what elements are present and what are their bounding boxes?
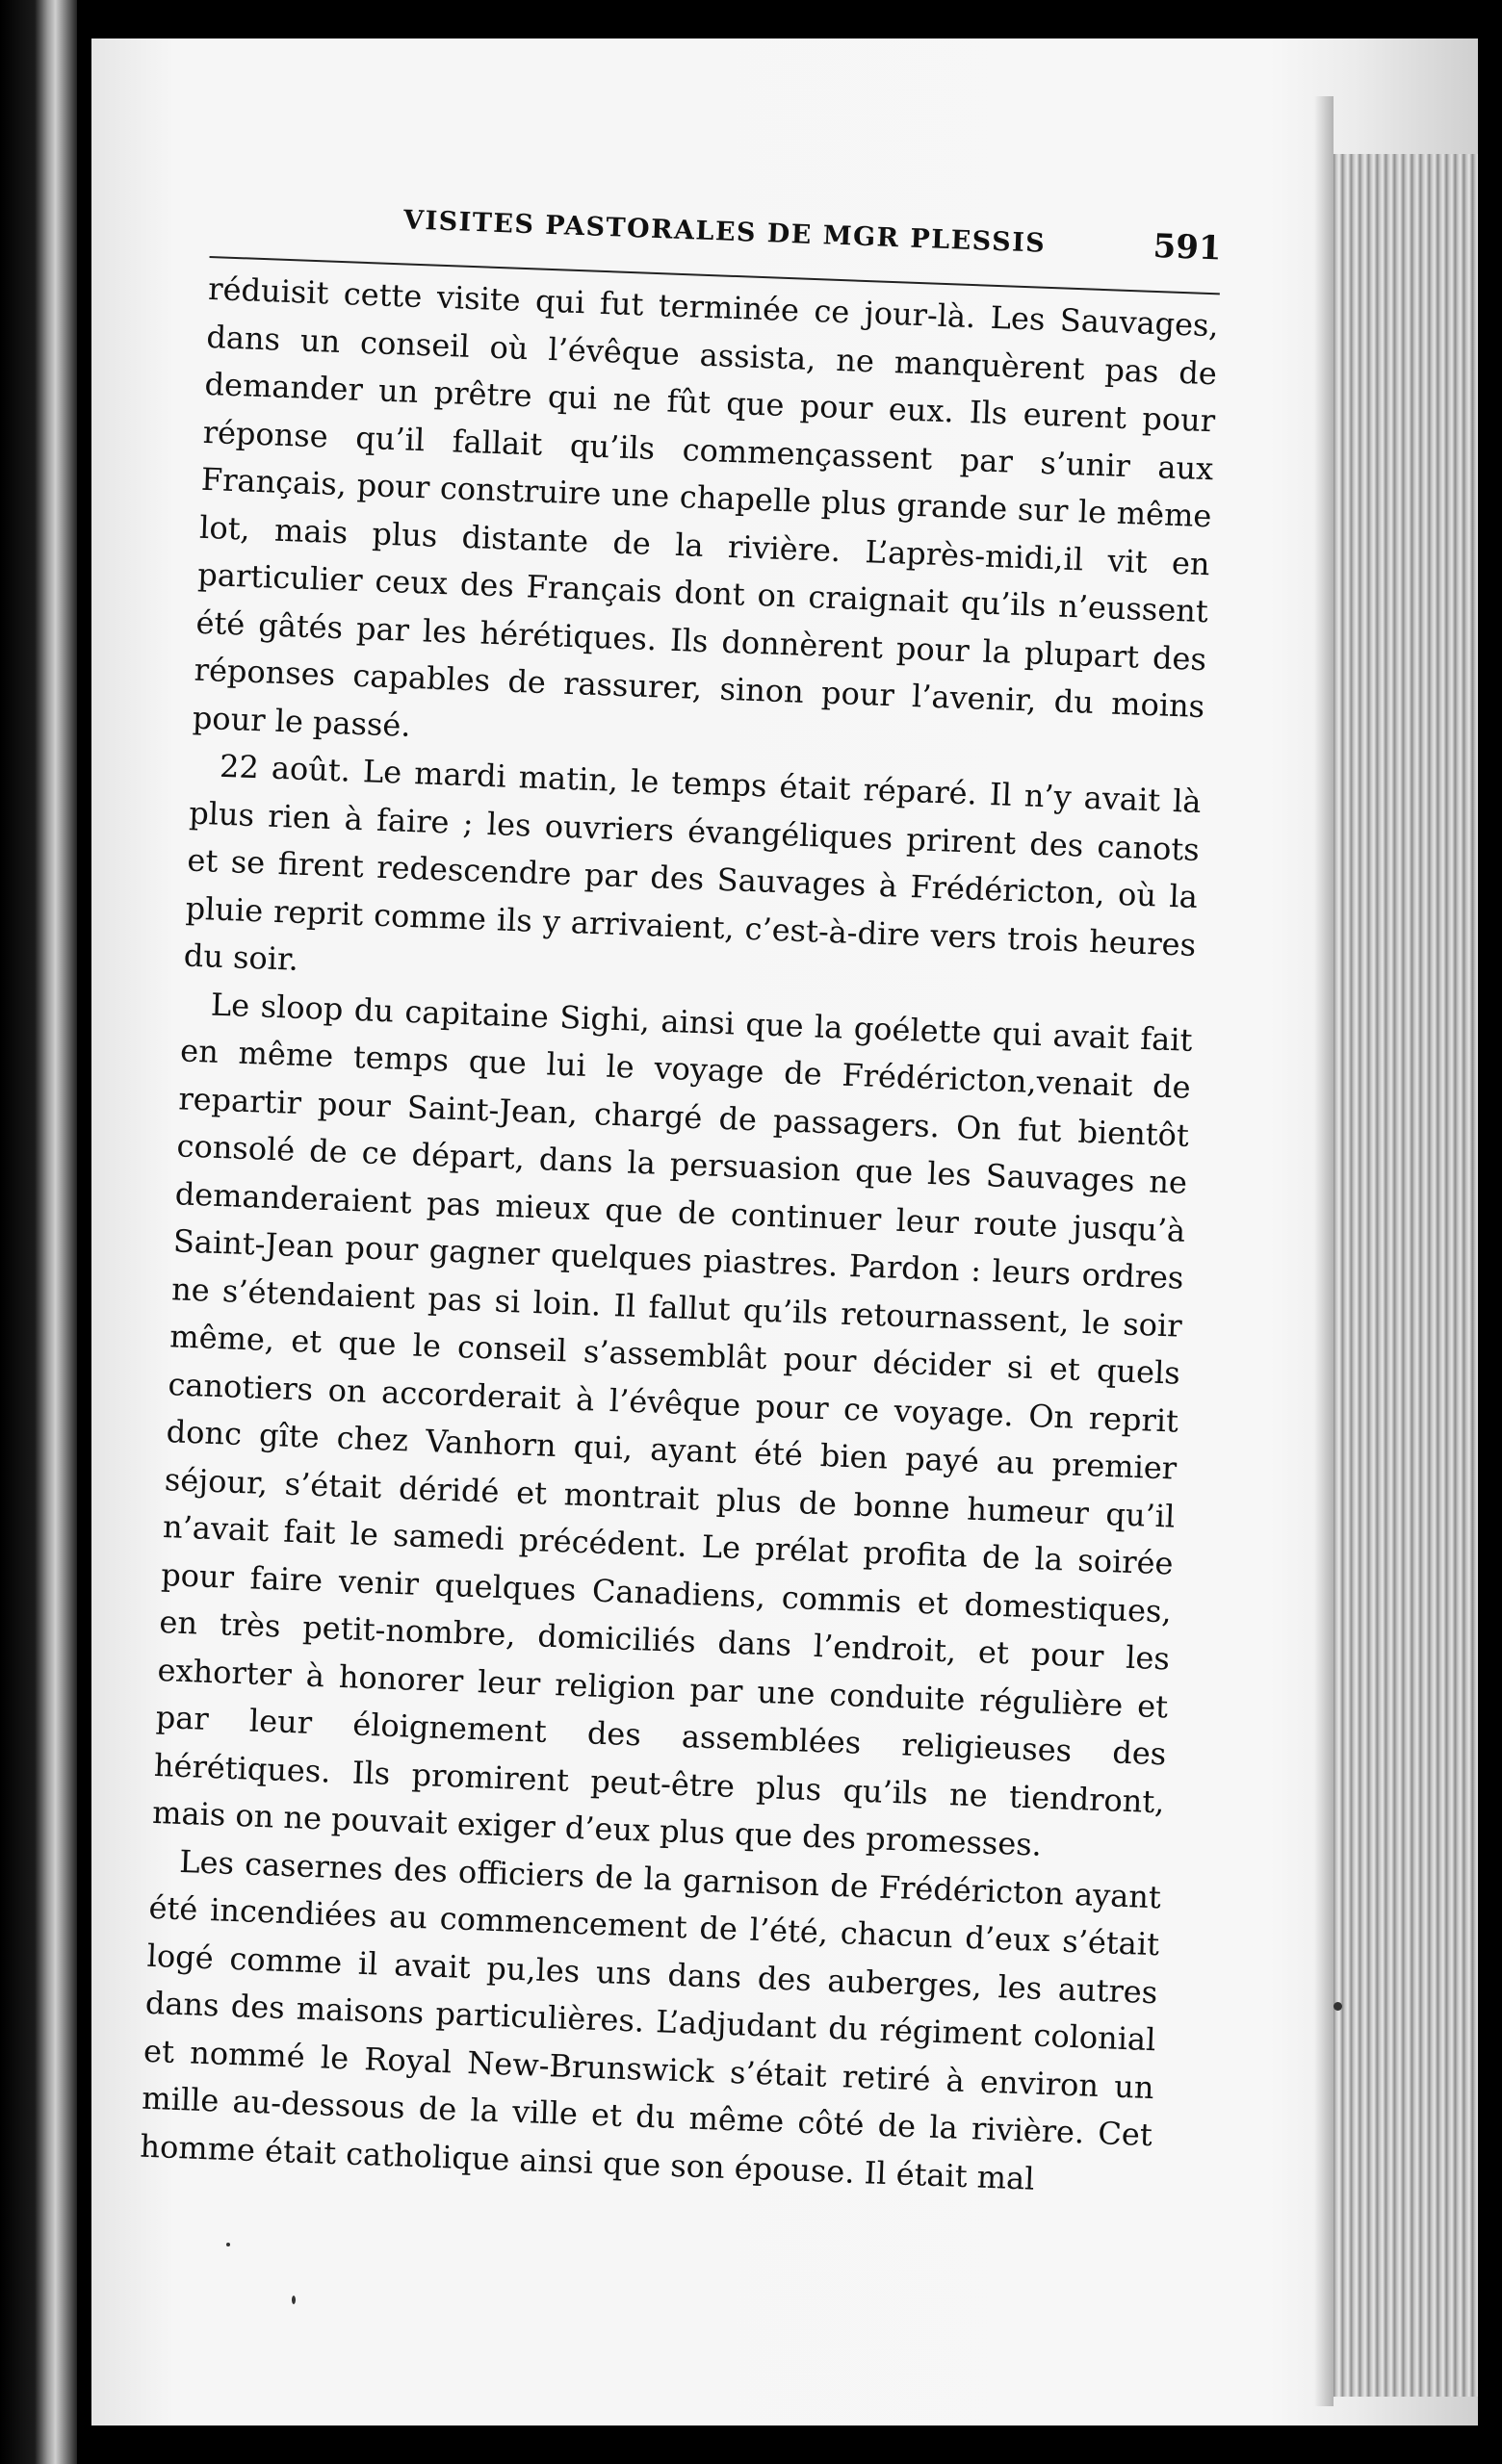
paragraph: 22 août. Le mardi matin, le temps était réparé. Il n’y avait là plus rien à faire ; les ouvriers évangéliques prirent des canots et se firent redescendre par des Sauvages à Frédéricton, où la pluie reprit comme ils y arrivaient, c’est-à-dire vers trois heures du soir.: [183, 747, 1203, 978]
body-text: [140, 266, 1220, 2207]
paragraph: Les casernes des officiers de la garnison de Frédéricton ayant été incendiées au commencement de l’été, chacun d’eux s’était logé comme il avait pu,les uns dans des auberges, les autres dans des maisons particulières. L’adjudant du régiment colonial et nommé le Royal New-Brunswick s’était retiré à environ un mille au-dessous de la ville et du même côté de la rivière. Cet homme était catholique ainsi que son épouse. Il était mal: [139, 1842, 1162, 2197]
paragraph: Le sloop du capitaine Sighi, ainsi que la goélette qui avait fait en même temps que lui le voyage de Frédéricton,venait de repartir pour Saint-Jean, chargé de passagers. On fut bientôt consolé de ce départ, dans la persuasion que les Sauvages ne demanderaient pas mieux que de continuer leur route jusqu’à Saint-Jean pour gagner quelques piastres. Pardon : leurs ordres ne s’étendaient pas si loin. Il fallut qu’ils retournassent, le soir même, et que le conseil s’assemblât pour décider si et quels canotiers on accorderait à l’évêque pour ce voyage. On reprit donc gîte chez Vanhorn qui, ayant été bien payé au premier séjour, s’était déridé et montrait plus de bonne humeur qu’il n’avait fait le samedi précédent. Le prélat profita de la soirée pour faire venir quelques Canadiens, commis et domestiques, en très petit-nombre, domiciliés dans l’endroit, et pour les exhorter à honorer leur religion par une conduite régulière et par leur éloignement des assemblées religieuses des hérétiques. Ils promirent peut-être plus qu’ils ne tiendront, mais on ne pouvait exiger d’eux plus que des promesses.: [151, 986, 1194, 1863]
paragraph: réduisit cette visite qui fut terminée ce jour-là. Les Sauvages, dans un conseil où l’évêque assista, ne manquèrent pas de demander un prêtre qui ne fût que pour eux. Ils eurent pour réponse qu’il fallait qu’ils commençassent par s’unir aux Français, pour construire une chapelle plus grande sur le même lot, mais plus distante de la rivière. L’après-midi,il vit en particulier ceux des Français dont on craignait qu’ils n’eussent été gâtés par les hérétiques. Ils donnèrent pour la plupart des réponses capables de rassurer, sinon pour l’avenir, du moins pour le passé.: [192, 270, 1220, 744]
left-page-edge: [0, 0, 77, 2464]
ink-speck: [292, 2296, 296, 2304]
text-block: [140, 192, 1223, 2207]
gutter-shadow: [1314, 96, 1334, 2406]
running-title: VISITES PASTORALES DE MGR PLESSIS: [402, 205, 1047, 259]
book-page: [91, 38, 1478, 2426]
ink-speck: [1334, 2002, 1342, 2011]
ink-speck: [226, 2243, 230, 2246]
page-edges: [1334, 154, 1478, 2397]
page-number: 591: [1152, 226, 1223, 269]
